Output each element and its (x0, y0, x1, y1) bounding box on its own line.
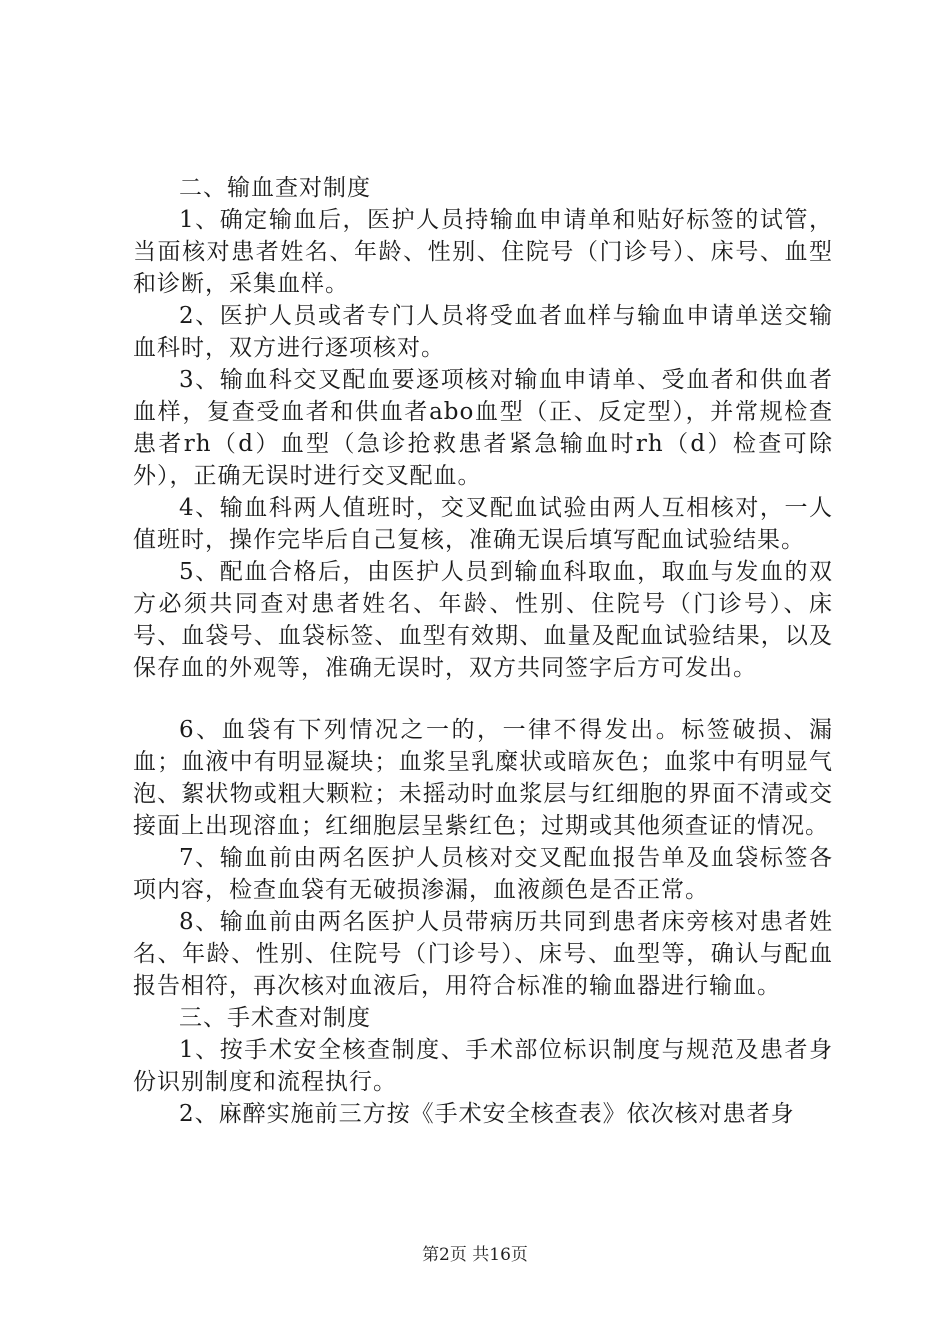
paragraph: 3、输血科交叉配血要逐项核对输血申请单、受血者和供血者血样，复查受血者和供血者abo血型（正、反定型），并常规检查患者rh（d）血型（急诊抢救患者紧急输血时rh（d）检查可除外），正确无误时进行交叉配血。 (133, 367, 833, 489)
paragraph: 1、按手术安全核查制度、手术部位标识制度与规范及患者身份识别制度和流程执行。 (133, 1037, 833, 1095)
paragraph: 7、输血前由两名医护人员核对交叉配血报告单及血袋标签各项内容，检查血袋有无破损渗漏，血液颜色是否正常。 (133, 845, 833, 903)
paragraph: 1、确定输血后，医护人员持输血申请单和贴好标签的试管，当面核对患者姓名、年龄、性别、住院号（门诊号）、床号、血型和诊断，采集血样。 (133, 207, 833, 297)
paragraph: 4、输血科两人值班时，交叉配血试验由两人互相核对，一人值班时，操作完毕后自己复核，准确无误后填写配血试验结果。 (133, 495, 833, 553)
paragraph: 8、输血前由两名医护人员带病历共同到患者床旁核对患者姓名、年龄、性别、住院号（门诊号）、床号、血型等，确认与配血报告相符，再次核对血液后，用符合标准的输血器进行输血。 (133, 909, 833, 999)
section-heading-surgery: 三、手术查对制度 (179, 1005, 371, 1031)
paragraph: 2、医护人员或者专门人员将受血者血样与输血申请单送交输血科时，双方进行逐项核对。 (133, 303, 833, 361)
paragraph: 5、配血合格后，由医护人员到输血科取血，取血与发血的双方必须共同查对患者姓名、年龄、性别、住院号（门诊号）、床号、血袋号、血袋标签、血型有效期、血量及配血试验结果，以及保存血的外观等，准确无误时，双方共同签字后方可发出。 (133, 559, 833, 681)
document-body (133, 172, 833, 1130)
paragraph: 2、麻醉实施前三方按《手术安全核查表》依次核对患者身 (179, 1101, 795, 1127)
section-heading-blood-transfusion: 二、输血查对制度 (179, 175, 371, 201)
paragraph: 6、血袋有下列情况之一的，一律不得发出。标签破损、漏血；血液中有明显凝块；血浆呈乳糜状或暗灰色；血浆中有明显气泡、絮状物或粗大颗粒；未摇动时血浆层与红细胞的界面不清或交接面上出现溶血；红细胞层呈紫红色；过期或其他须查证的情况。 (133, 717, 833, 839)
page-number: 第2页 共16页 (422, 1245, 528, 1265)
page-footer (0, 1240, 950, 1265)
